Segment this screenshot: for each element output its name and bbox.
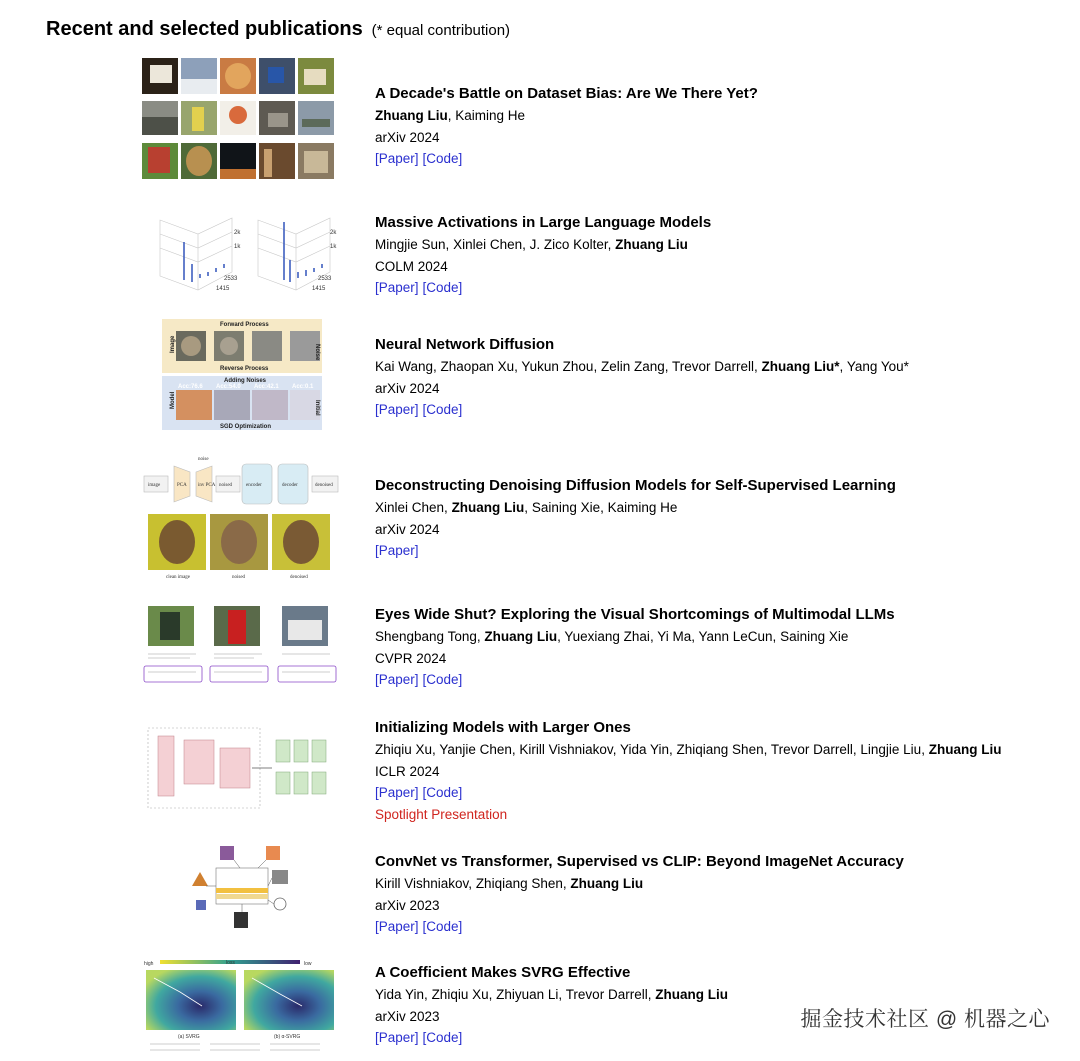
paper-link[interactable]: [Paper] <box>375 1030 419 1045</box>
author-separator: , <box>514 359 522 374</box>
author-separator: , <box>476 629 485 644</box>
author-name-highlighted: Zhuang Liu <box>570 876 644 891</box>
author-separator: , <box>524 500 532 515</box>
publication-entry <box>375 212 1075 299</box>
author-separator: , <box>557 629 565 644</box>
author-separator: , <box>772 629 781 644</box>
author-name-highlighted: Zhuang Liu <box>615 237 688 252</box>
nd-sgd: SGD Optimization <box>220 424 271 430</box>
paper-link[interactable]: [Paper] <box>375 785 419 800</box>
ddm-noise: noise <box>198 457 209 462</box>
author-name: Xinlei Chen <box>375 500 445 515</box>
author-separator: , <box>754 359 762 374</box>
publication-venue: ICLR 2024 <box>375 763 440 779</box>
ddm-decoder: decoder <box>282 483 298 488</box>
nd-noise: Noise <box>314 344 320 361</box>
author-separator: , <box>432 742 440 757</box>
nd-acc4: Acc:0.1 <box>292 384 314 390</box>
svrg-colorbar-high: low <box>304 961 312 967</box>
author-separator: , <box>522 237 530 252</box>
author-separator: , <box>488 987 497 1002</box>
ddm-encoder: encoder <box>246 483 262 488</box>
thumbnail-initializing-models <box>140 722 340 814</box>
ddm-noised: noised <box>219 483 233 488</box>
publication-title: Deconstructing Denoising Diffusion Models for Self-Supervised Learning <box>375 477 896 494</box>
ddm-inv-pca: inv PCA <box>198 483 216 488</box>
author-name: Zhiqiu Xu <box>375 742 433 757</box>
author-name: Saining Xie <box>780 629 849 644</box>
thumbnail-massive-activations <box>140 208 340 298</box>
publication-links <box>375 399 1075 421</box>
publication-title: Initializing Models with Larger Ones <box>375 719 631 736</box>
author-name: Xinlei Chen <box>453 237 523 252</box>
author-name: Zhiqiang Shen <box>475 876 563 891</box>
publication-entry <box>375 851 1075 938</box>
author-name: Shengbang Tong <box>375 629 477 644</box>
ddm-denoised: denoised <box>315 483 333 488</box>
ddm-caption-denoised: denoised <box>290 575 308 580</box>
svrg-colorbar-label: loss <box>226 960 235 966</box>
massive-label-2k-b: 2k <box>330 230 337 236</box>
author-list <box>375 739 1075 761</box>
paper-link[interactable]: [Paper] <box>375 543 419 558</box>
author-name: Kirill Vishniakov <box>519 742 613 757</box>
author-name: J. Zico Kolter <box>529 237 608 252</box>
author-name: Zhaopan Xu <box>440 359 515 374</box>
nd-image: Image <box>170 335 176 353</box>
author-separator: , <box>852 742 861 757</box>
author-separator: , <box>612 742 620 757</box>
author-separator: , <box>763 742 771 757</box>
award-note: Spotlight Presentation <box>375 806 508 822</box>
author-separator: , <box>649 629 658 644</box>
publication-venue: COLM 2024 <box>375 258 448 274</box>
author-list <box>375 626 1075 648</box>
author-name: Kirill Vishniakov <box>375 876 469 891</box>
nd-adding: Adding Noises <box>224 378 267 384</box>
massive-label-1k-b: 1k <box>330 244 337 250</box>
publication-title: Neural Network Diffusion <box>375 336 555 353</box>
publication-entry <box>375 83 1075 170</box>
publication-entry <box>375 604 1075 691</box>
author-name-highlighted: Zhuang Liu <box>655 987 728 1002</box>
author-separator: , <box>424 987 432 1002</box>
author-separator: , <box>593 359 601 374</box>
publication-entry <box>375 334 1075 421</box>
nd-acc1: Acc:76.6 <box>178 384 203 390</box>
author-name: Trevor Darrell <box>770 742 853 757</box>
code-link[interactable]: [Code] <box>422 402 463 417</box>
author-name: Zhiyuan Li <box>496 987 559 1002</box>
publication-venue: arXiv 2024 <box>375 129 440 145</box>
author-name-highlighted: Zhuang Liu <box>484 629 558 644</box>
author-name-highlighted: Zhuang Liu <box>375 108 448 123</box>
publication-title: ConvNet vs Transformer, Supervised vs CLIP: Beyond ImageNet Accuracy <box>375 853 904 870</box>
author-separator: , <box>468 876 476 891</box>
author-separator: , <box>562 876 571 891</box>
svrg-colorbar-low: high <box>144 961 154 967</box>
paper-link[interactable]: [Paper] <box>375 151 419 166</box>
author-name: Trevor Darrell <box>672 359 755 374</box>
publication-links <box>375 916 1075 938</box>
svrg-caption-b: (b) α-SVRG <box>274 1034 301 1040</box>
author-name: Mingjie Sun <box>375 237 446 252</box>
svrg-caption-a: (a) SVRG <box>178 1034 200 1040</box>
publication-links <box>375 148 1075 170</box>
ddm-image: image <box>148 483 161 488</box>
author-name: Kaiming He <box>607 500 678 515</box>
thumbnail-dataset-bias <box>140 57 340 185</box>
watermark: 掘金技术社区 @ 机器之心 <box>800 1008 1050 1031</box>
author-separator: , <box>600 500 608 515</box>
author-separator: , <box>447 108 456 123</box>
publication-title: Eyes Wide Shut? Exploring the Visual Shortcomings of Multimodal LLMs <box>375 606 895 623</box>
nd-model: Model <box>170 391 176 409</box>
author-name: Saining Xie <box>531 500 601 515</box>
code-link[interactable]: [Code] <box>422 785 463 800</box>
author-name-highlighted: Zhuang Liu* <box>761 359 840 374</box>
author-name: Kai Wang <box>375 359 434 374</box>
publication-title: Massive Activations in Large Language Models <box>375 214 712 231</box>
author-separator: , <box>691 629 699 644</box>
publication-entry <box>375 475 1075 562</box>
paper-link[interactable]: [Paper] <box>375 280 419 295</box>
publication-entry <box>375 717 1075 825</box>
publication-title: A Decade's Battle on Dataset Bias: Are We There Yet? <box>375 85 758 102</box>
publication-venue: arXiv 2024 <box>375 380 440 396</box>
massive-label-1415-b: 1415 <box>312 286 326 292</box>
paper-link[interactable]: [Paper] <box>375 919 419 934</box>
massive-label-1415: 1415 <box>216 286 230 292</box>
author-list <box>375 234 1075 256</box>
publication-venue: arXiv 2023 <box>375 897 440 913</box>
author-separator: , <box>607 237 616 252</box>
section-heading <box>46 6 510 43</box>
author-name: Yanjie Chen <box>439 742 512 757</box>
massive-label-2533: 2533 <box>224 276 238 282</box>
code-link[interactable]: [Code] <box>422 672 463 687</box>
publication-venue: arXiv 2023 <box>375 1008 440 1024</box>
nd-initial: Initial <box>314 400 320 416</box>
author-separator: , <box>511 742 520 757</box>
author-separator: , <box>445 237 454 252</box>
author-name: Yida Yin <box>619 742 669 757</box>
code-link[interactable]: [Code] <box>422 280 463 295</box>
equal-contribution-note: (* equal contribution) <box>371 22 511 39</box>
author-name-highlighted: Zhuang Liu <box>928 742 1002 757</box>
author-separator: , <box>669 742 677 757</box>
author-name: Yuexiang Zhai <box>564 629 650 644</box>
publication-venue: arXiv 2024 <box>375 521 440 537</box>
code-link[interactable]: [Code] <box>422 1030 463 1045</box>
publication-venue: CVPR 2024 <box>375 650 447 666</box>
publication-links <box>375 669 1075 691</box>
code-link[interactable]: [Code] <box>422 919 463 934</box>
thumbnail-eyes-wide-shut <box>140 604 340 686</box>
publication-links <box>375 540 1075 562</box>
paper-link[interactable]: [Paper] <box>375 402 419 417</box>
author-list <box>375 873 1075 895</box>
author-name: Kaiming He <box>455 108 526 123</box>
author-name: Yukun Zhou <box>521 359 594 374</box>
author-separator: , <box>647 987 656 1002</box>
nd-reverse: Reverse Process <box>220 366 269 372</box>
massive-label-2k: 2k <box>234 230 241 236</box>
ddm-caption-clean: clean image <box>166 575 191 580</box>
massive-label-2533-b: 2533 <box>318 276 332 282</box>
nd-acc3: Acc:42.1 <box>254 384 279 390</box>
publication-title: A Coefficient Makes SVRG Effective <box>375 964 631 981</box>
author-name: Yang You* <box>846 359 909 374</box>
author-name: Yida Yin <box>375 987 425 1002</box>
publication-links <box>375 782 1075 804</box>
author-list <box>375 497 1075 519</box>
author-name: Zhiqiu Xu <box>431 987 489 1002</box>
author-name: Yi Ma <box>657 629 692 644</box>
author-name: Yann LeCun <box>698 629 773 644</box>
author-separator: , <box>444 500 452 515</box>
author-list <box>375 356 1075 378</box>
author-separator: , <box>839 359 847 374</box>
author-list <box>375 105 1075 127</box>
thumbnail-svrg <box>140 958 340 1056</box>
author-separator: , <box>558 987 566 1002</box>
publication-links <box>375 277 1075 299</box>
massive-label-1k: 1k <box>234 244 241 250</box>
section-title: Recent and selected publications <box>46 18 363 40</box>
author-name: Zhiqiang Shen <box>676 742 764 757</box>
code-link[interactable]: [Code] <box>422 151 463 166</box>
ddm-pca: PCA <box>177 483 187 488</box>
author-name: Lingjie Liu <box>860 742 922 757</box>
thumbnail-neural-network-diffusion <box>140 318 340 431</box>
paper-link[interactable]: [Paper] <box>375 672 419 687</box>
nd-forward: Forward Process <box>220 322 269 328</box>
thumbnail-deconstructing-ddm <box>140 452 340 582</box>
author-name: Trevor Darrell <box>565 987 648 1002</box>
author-name: Zelin Zang <box>600 359 665 374</box>
ddm-caption-noised: noised <box>232 575 246 580</box>
author-separator: , <box>433 359 441 374</box>
thumbnail-convnet-vs-transformer <box>140 842 340 942</box>
author-separator: , <box>921 742 929 757</box>
author-name-highlighted: Zhuang Liu <box>451 500 525 515</box>
nd-acc2: Acc:54.0 <box>216 384 241 390</box>
author-separator: , <box>664 359 673 374</box>
